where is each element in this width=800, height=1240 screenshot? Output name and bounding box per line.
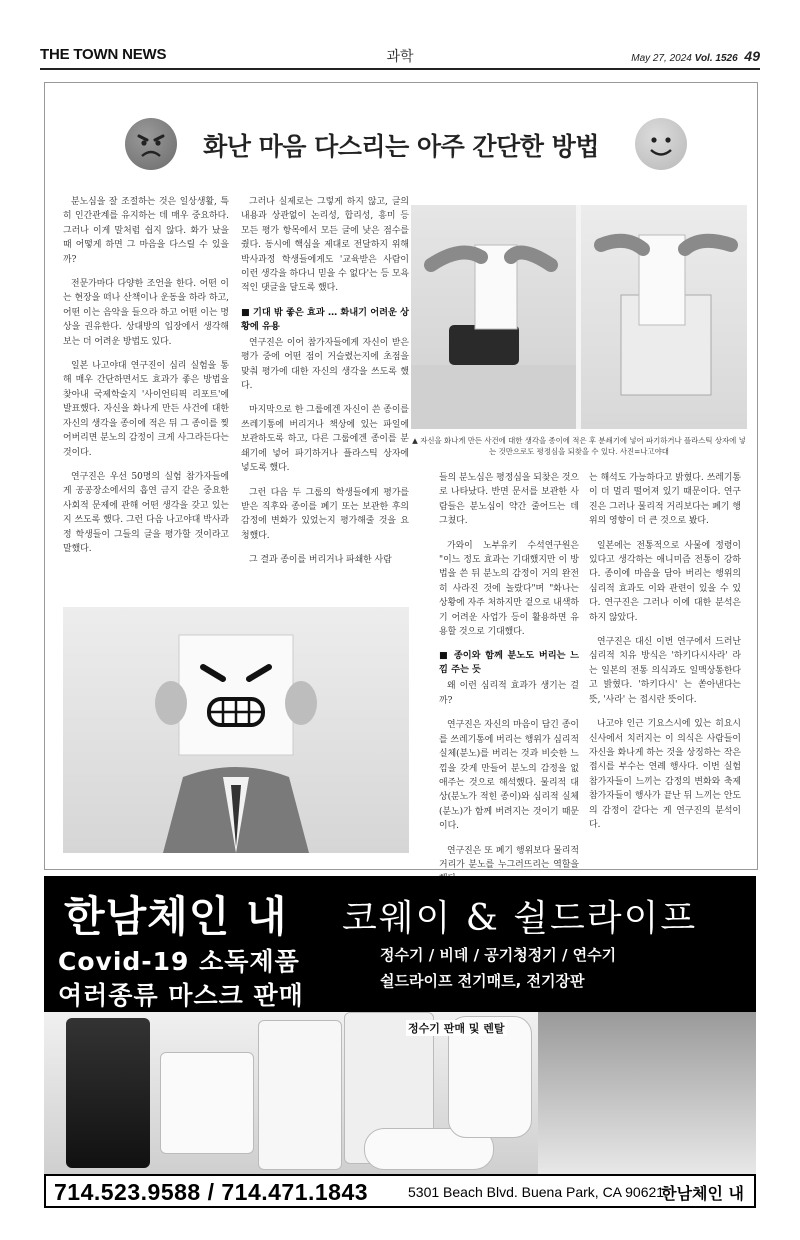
issue-volume: Vol. 1526 [694,53,738,64]
issue-date: May 27, 2024 [631,53,692,64]
subheading: ■ 종이와 함께 분노도 버리는 느낌 주는 듯 [439,650,579,676]
paragraph: 나고야 인근 기요스시에 있는 히요시 신사에서 치러지는 이 의식은 사람들이 자신을 화나게 하는 것을 상징하는 작은 접시를 부수는 연례 행사다. 이번 실험 참가자들이 느끼는 감정의 변화와 축제 참가자들이 행사가 끝난 뒤 느끼는 안도의 감정이 같다는 게 연구진의 분석이다. [589,719,741,830]
paragraph: 그 결과 종이를 버리거나 파쇄한 사람 [249,555,392,566]
paragraph: 마지막으로 한 그룹에겐 자신이 쓴 종이를 쓰레기통에 버리거나 책상에 있는 파일에 보관하도록 하고, 다른 그룹에겐 종이를 분쇄기에 넣어 파기하거나 플라스틱 상자에 넣도록 했다. [241,405,409,474]
shredder-photo [411,205,747,429]
water-purifier-image [66,1018,150,1168]
ad-line-1: Covid-19 소독제품 [58,947,300,976]
paragraph: 연구진은 대신 이번 연구에서 드러난 심리적 치유 방식은 '하키다시사라' 라는 일본의 전통 의식과도 일맥상통한다고 밝혔다. '하키다시' 는 쏟아낸다는 뜻, '사라' 는 접시란 뜻이다. [589,637,741,705]
paragraph: 연구진은 이어 참가자들에게 자신이 받은 평가 중에 어떤 점이 거슬렸는지에 초점을 맞춰 평가에 대한 자신의 생각을 쓰도록 했다. [241,337,409,392]
section-name: 과학 [386,49,414,65]
paragraph: 연구진은 우선 50명의 실험 참가자들에게 공공장소에서의 흡연 금지 같은 중요한 사회적 문제에 관해 어떤 생각을 갖고 있는지 쓰도록 했다. 그런 다음 나고야대 박사과정 학생들이 그들의 글을 평가할 것이라고 말했다. [63,471,229,554]
paragraph: 분노심을 잘 조절하는 것은 일상생활, 특히 인간관계를 유지하는 데 매우 중요하다. 그러나 이게 말처럼 쉽지 않다. 화가 났을 때 어떻게 하면 그 마음을 다스릴 수 있을까? [63,197,229,265]
advertisement [44,876,756,1208]
ad-address: 5301 Beach Blvd. Buena Park, CA 90621 [408,1184,665,1200]
headline: 화난 마음 다스리는 아주 간단한 방법 [203,132,599,161]
subheading: ■ 기대 밖 좋은 효과 … 화내기 어려운 상황에 유용 [241,306,409,332]
column-1 [63,195,229,566]
paragraph: 전문가마다 다양한 조언을 한다. 어떤 이는 현장을 떠나 산책이나 운동을 하라 하고, 어떤 이는 음악을 들으라 하고 어떤 이는 명상을 권유한다. 상대방의 입장에서 생각해 보는 더 어려운 방법도 있다. [63,279,229,347]
paragraph: 일본에는 전통적으로 사물에 정령이 있다고 생각하는 애니미즘 전통이 강하다. 종이에 마음을 담아 버리는 행위의 심리적 효과도 이와 관련이 있을 수 있다. 연구진은 그러나 이에 대한 분석은 하지 않았다. [589,540,741,623]
ad-products-1: 정수기 / 비데 / 공기청정기 / 연수기 [380,946,617,964]
paragraph: 가와이 노부유키 수석연구원은 "이느 정도 효과는 기대했지만 이 방법을 쓴 뒤 분노의 감정이 거의 완전히 사라진 것에 놀랐다"며 "화나는 상황에 자주 처하지만 겉으로 내색하기 어려운 사업가 등이 활용하면 유용할 것으로 기대했다. [439,540,579,638]
ad-products-2: 쉴드라이프 전기매트, 전기장판 [380,972,585,990]
paragraph: 그러나 실제로는 그렇게 하지 않고, 글의 내용과 상관없이 논리성, 합리성, 흥미 등 모든 평가 항목에서 모든 글에 낮은 점수를 줬다. 동시에 핵심을 제대로 전달하지 위해 박사과정 학생들에게도 '교육받은 사람이 이런 생각을 하다니 믿을 수 없다'는 등 모욕적인 댓글을 달도록 했다. [241,197,409,294]
photo-shredder-panel [411,205,576,429]
ad-contact-bar [44,1174,756,1208]
page-header [40,44,760,70]
issue-meta [631,48,760,64]
ad-brand-sub: 코웨이 & 쉴드라이프 [342,898,698,939]
ad-store-name: 한남체인 내 [661,1184,744,1203]
publication-name: THE TOWN NEWS [40,46,167,63]
ad-phone: 714.523.9588 / 714.471.1843 [54,1179,369,1205]
air-purifier-image [258,1020,342,1170]
ad-brand: 한남체인 내 [64,892,288,941]
paragraph: 왜 이런 심리적 효과가 생기는 걸까? [439,681,579,706]
angry-face-sign-photo [63,607,409,853]
paragraph: 연구진은 또 폐기 행위보다 물리적 거리가 분노를 누그러뜨리는 역할을 [439,845,579,870]
filter-system-image [160,1052,254,1154]
electric-mat-image [538,1012,756,1174]
smiling-face-icon [635,118,687,170]
paragraph: 일본 나고야대 연구진이 심리 실험을 통해 매우 간단하면서도 효과가 좋은 방법을 찾아내 국제학술지 '사이언티픽 리포트'에 발표했다. 자신을 화나게 만든 사건에 대한 자신의 생각을 종이에 적은 뒤 그 종이를 찢어버리면 분노의 감정이 크게 사그라든다는 것이다. [63,361,229,458]
paragraph: 는 해석도 가능하다고 밝혔다. 쓰레기통이 더 멀리 떨어져 있기 때문이다. 연구진은 그러나 물리적 거리보다는 폐기 행위의 영향이 더 큰 것으로 봤다. [589,473,741,527]
page-number: 49 [744,48,760,64]
paragraph: 연구진은 자신의 마음이 담긴 종이를 쓰레기통에 버리는 행위가 심리적 실체(분노)를 버리는 것과 비슷한 느낌을 갖게 만들어 분노의 감정을 없애주는 것으로 해석했다. 물리적 대상(분노가 적힌 종이)와 심리적 실체(분노)가 함께 버려지는 것이기 때문이다. [439,720,579,832]
ad-line-2: 여러종류 마스크 판매 [58,981,304,1010]
photo-plastic-box-panel [581,205,747,429]
paragraph: 들의 분노심은 평정심을 되찾은 것으로 나타났다. 반면 문서를 보관한 사람들은 분노심이 약간 줄어드는 데 그쳤다. [439,473,579,527]
article-box [44,82,758,870]
ad-product-photo [44,1012,756,1174]
column-4 [589,471,741,842]
ad-rental-tag: 정수기 판매 및 렌탈 [408,1022,505,1035]
column-3 [439,471,579,897]
paragraph: 그런 다음 두 그룹의 학생들에게 평가를 받은 직후와 종이를 폐기 또는 보관한 후의 감정에 변화가 있었는지 평가해줄 것을 요청했다. [241,487,409,541]
photo-caption: ▲ 자신을 화나게 만든 사건에 대한 생각을 종이에 적은 후 분쇄기에 넣어 파기하거나 플라스틱 상자에 넣는 것만으로도 평정심을 되찾을 수 있다. 사진=나고야대 [412,436,746,456]
column-2 [241,195,409,578]
